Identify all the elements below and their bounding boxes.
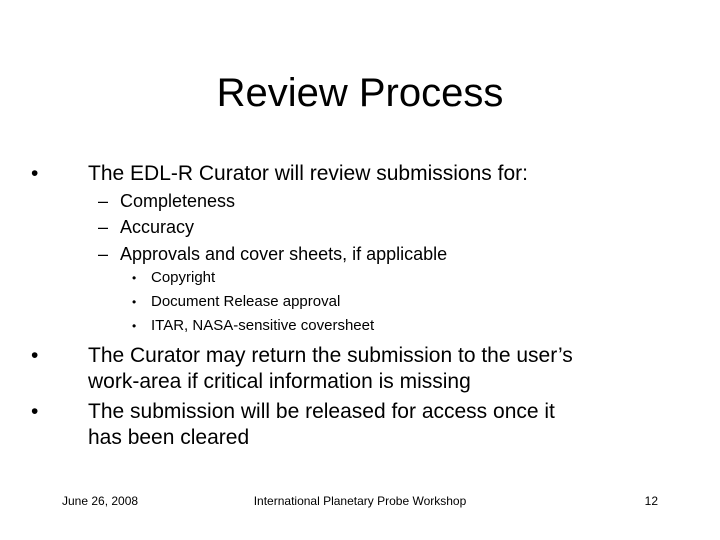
bullet-marker: •: [132, 319, 137, 333]
sub-sub-bullet-text: Copyright: [151, 269, 216, 286]
footer-date: June 26, 2008: [62, 494, 139, 508]
bullet-marker: •: [31, 344, 39, 367]
footer-page-number: 12: [644, 494, 658, 508]
footer-event: International Planetary Probe Workshop: [253, 494, 467, 508]
bullet-text-line: has been cleared: [88, 426, 250, 449]
bullet-text: The EDL-R Curator will review submissions for:: [88, 162, 528, 185]
sub-sub-bullet-text: Document Release approval: [151, 293, 341, 310]
bullet-text-line: The submission will be released for access once it: [88, 400, 555, 423]
slide-title: Review Process: [216, 71, 504, 115]
sub-bullet-text: Accuracy: [120, 217, 195, 237]
bullet-marker: •: [132, 271, 137, 285]
dash-marker: –: [98, 217, 109, 237]
bullet-text-line: work-area if critical information is missing: [88, 370, 471, 393]
sub-sub-bullet-text: ITAR, NASA-sensitive coversheet: [151, 317, 375, 334]
bullet-marker: •: [132, 295, 137, 309]
bullet-text-line: The Curator may return the submission to the user’s: [88, 344, 573, 367]
bullet-marker: •: [31, 162, 39, 185]
sub-bullet-text: Approvals and cover sheets, if applicable: [120, 244, 448, 264]
dash-marker: –: [98, 244, 109, 264]
bullet-marker: •: [31, 400, 39, 423]
dash-marker: –: [98, 191, 109, 211]
sub-bullet-text: Completeness: [120, 191, 236, 211]
